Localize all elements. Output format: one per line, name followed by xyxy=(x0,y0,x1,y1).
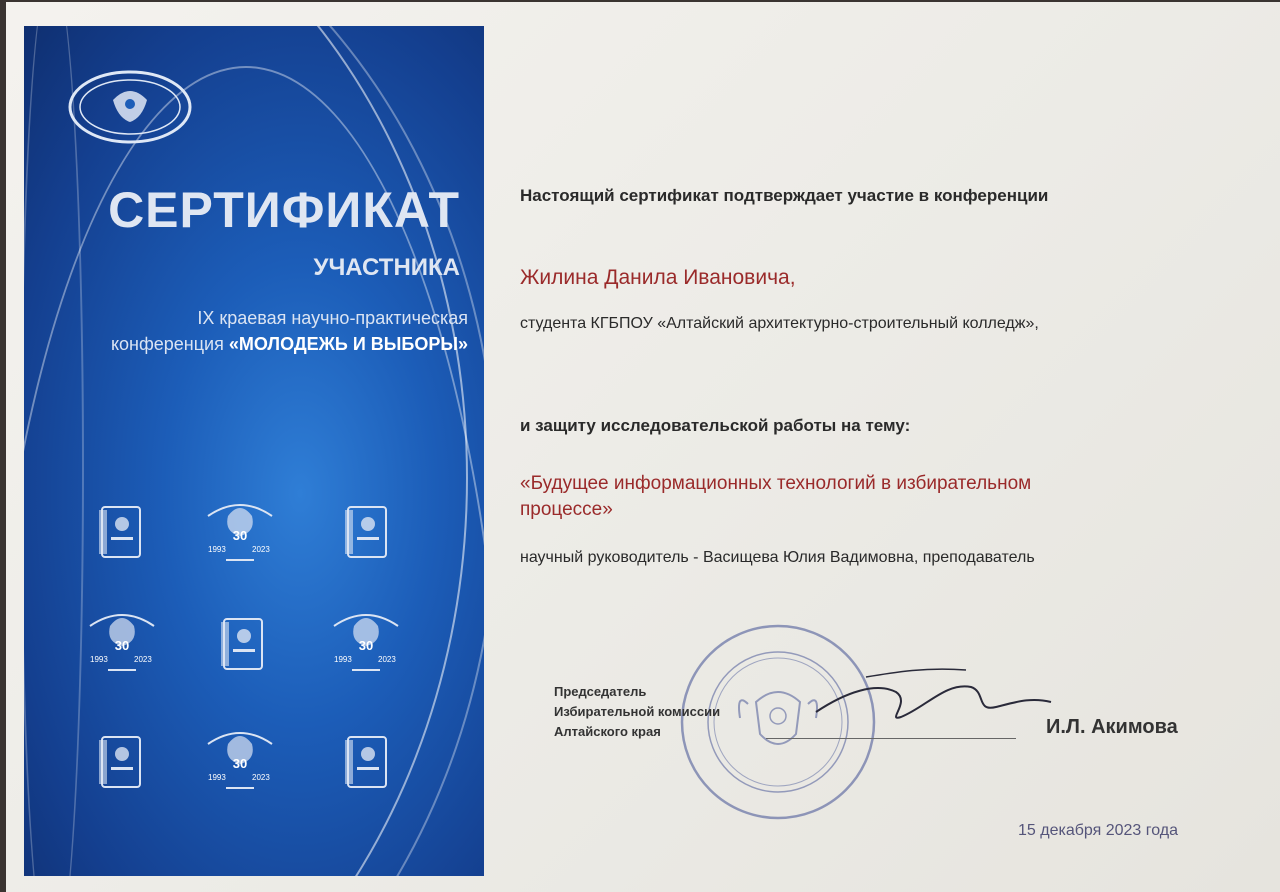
svg-text:30: 30 xyxy=(232,756,248,771)
certificate-date: 15 декабря 2023 года xyxy=(1018,822,1179,839)
signer-name: И.Л. Акимова xyxy=(1046,716,1178,738)
svg-text:30: 30 xyxy=(114,638,130,653)
conference-line-2 xyxy=(28,334,468,355)
participant-name: Жилина Данила Ивановича, xyxy=(520,266,796,289)
constitution-book-icon xyxy=(220,616,268,672)
scientific-advisor: научный руководитель - Васищева Юлия Вадимовна, преподаватель xyxy=(520,549,1035,566)
defense-line: и защиту исследовательской работы на тему: xyxy=(520,416,911,435)
certificate-intro: Настоящий сертификат подтверждает участие в конференции xyxy=(520,186,1049,205)
anniversary-30-logo xyxy=(326,606,406,682)
anniversary-30-logo xyxy=(82,606,162,682)
svg-text:2023: 2023 xyxy=(134,655,152,664)
research-topic-line-1: «Будущее информационных технологий в избирательном xyxy=(520,473,1032,494)
signer-role-line-3: Алтайского края xyxy=(554,724,661,739)
handwritten-signature xyxy=(806,662,1056,732)
constitution-book-icon xyxy=(344,734,392,790)
svg-text:1993: 1993 xyxy=(208,545,226,554)
constitution-book-icon xyxy=(98,504,146,560)
certificate-subtitle: УЧАСТНИКА xyxy=(313,254,460,281)
certificate-sheet xyxy=(6,2,1280,892)
svg-text:1993: 1993 xyxy=(334,655,352,664)
svg-text:1993: 1993 xyxy=(208,773,226,782)
svg-text:30: 30 xyxy=(232,528,248,543)
anniversary-30-logo xyxy=(200,724,280,800)
election-commission-emblem xyxy=(68,70,192,144)
svg-text:2023: 2023 xyxy=(252,773,270,782)
conference-prefix: конференция xyxy=(110,334,224,354)
decorative-swoosh xyxy=(24,26,84,876)
certificate-title: СЕРТИФИКАТ xyxy=(108,182,460,238)
constitution-book-icon xyxy=(98,734,146,790)
svg-text:2023: 2023 xyxy=(252,545,270,554)
anniversary-30-logo xyxy=(200,496,280,572)
signature-line xyxy=(766,738,1016,739)
student-info: студента КГБПОУ «Алтайский архитектурно-строительный колледж», xyxy=(520,315,1039,332)
signer-role-line-2: Избирательной комиссии xyxy=(554,704,721,719)
signer-role-line-1: Председатель xyxy=(554,684,647,699)
research-topic xyxy=(520,471,1140,523)
constitution-book-icon xyxy=(344,504,392,560)
svg-text:1993: 1993 xyxy=(90,655,108,664)
certificate-blue-panel xyxy=(24,26,484,876)
svg-text:30: 30 xyxy=(358,638,374,653)
conference-line-1: IX краевая научно-практическая xyxy=(197,308,468,328)
svg-text:2023: 2023 xyxy=(378,655,396,664)
research-topic-line-2: процессе» xyxy=(520,499,613,520)
conference-name: «МОЛОДЕЖЬ И ВЫБОРЫ» xyxy=(228,334,468,354)
